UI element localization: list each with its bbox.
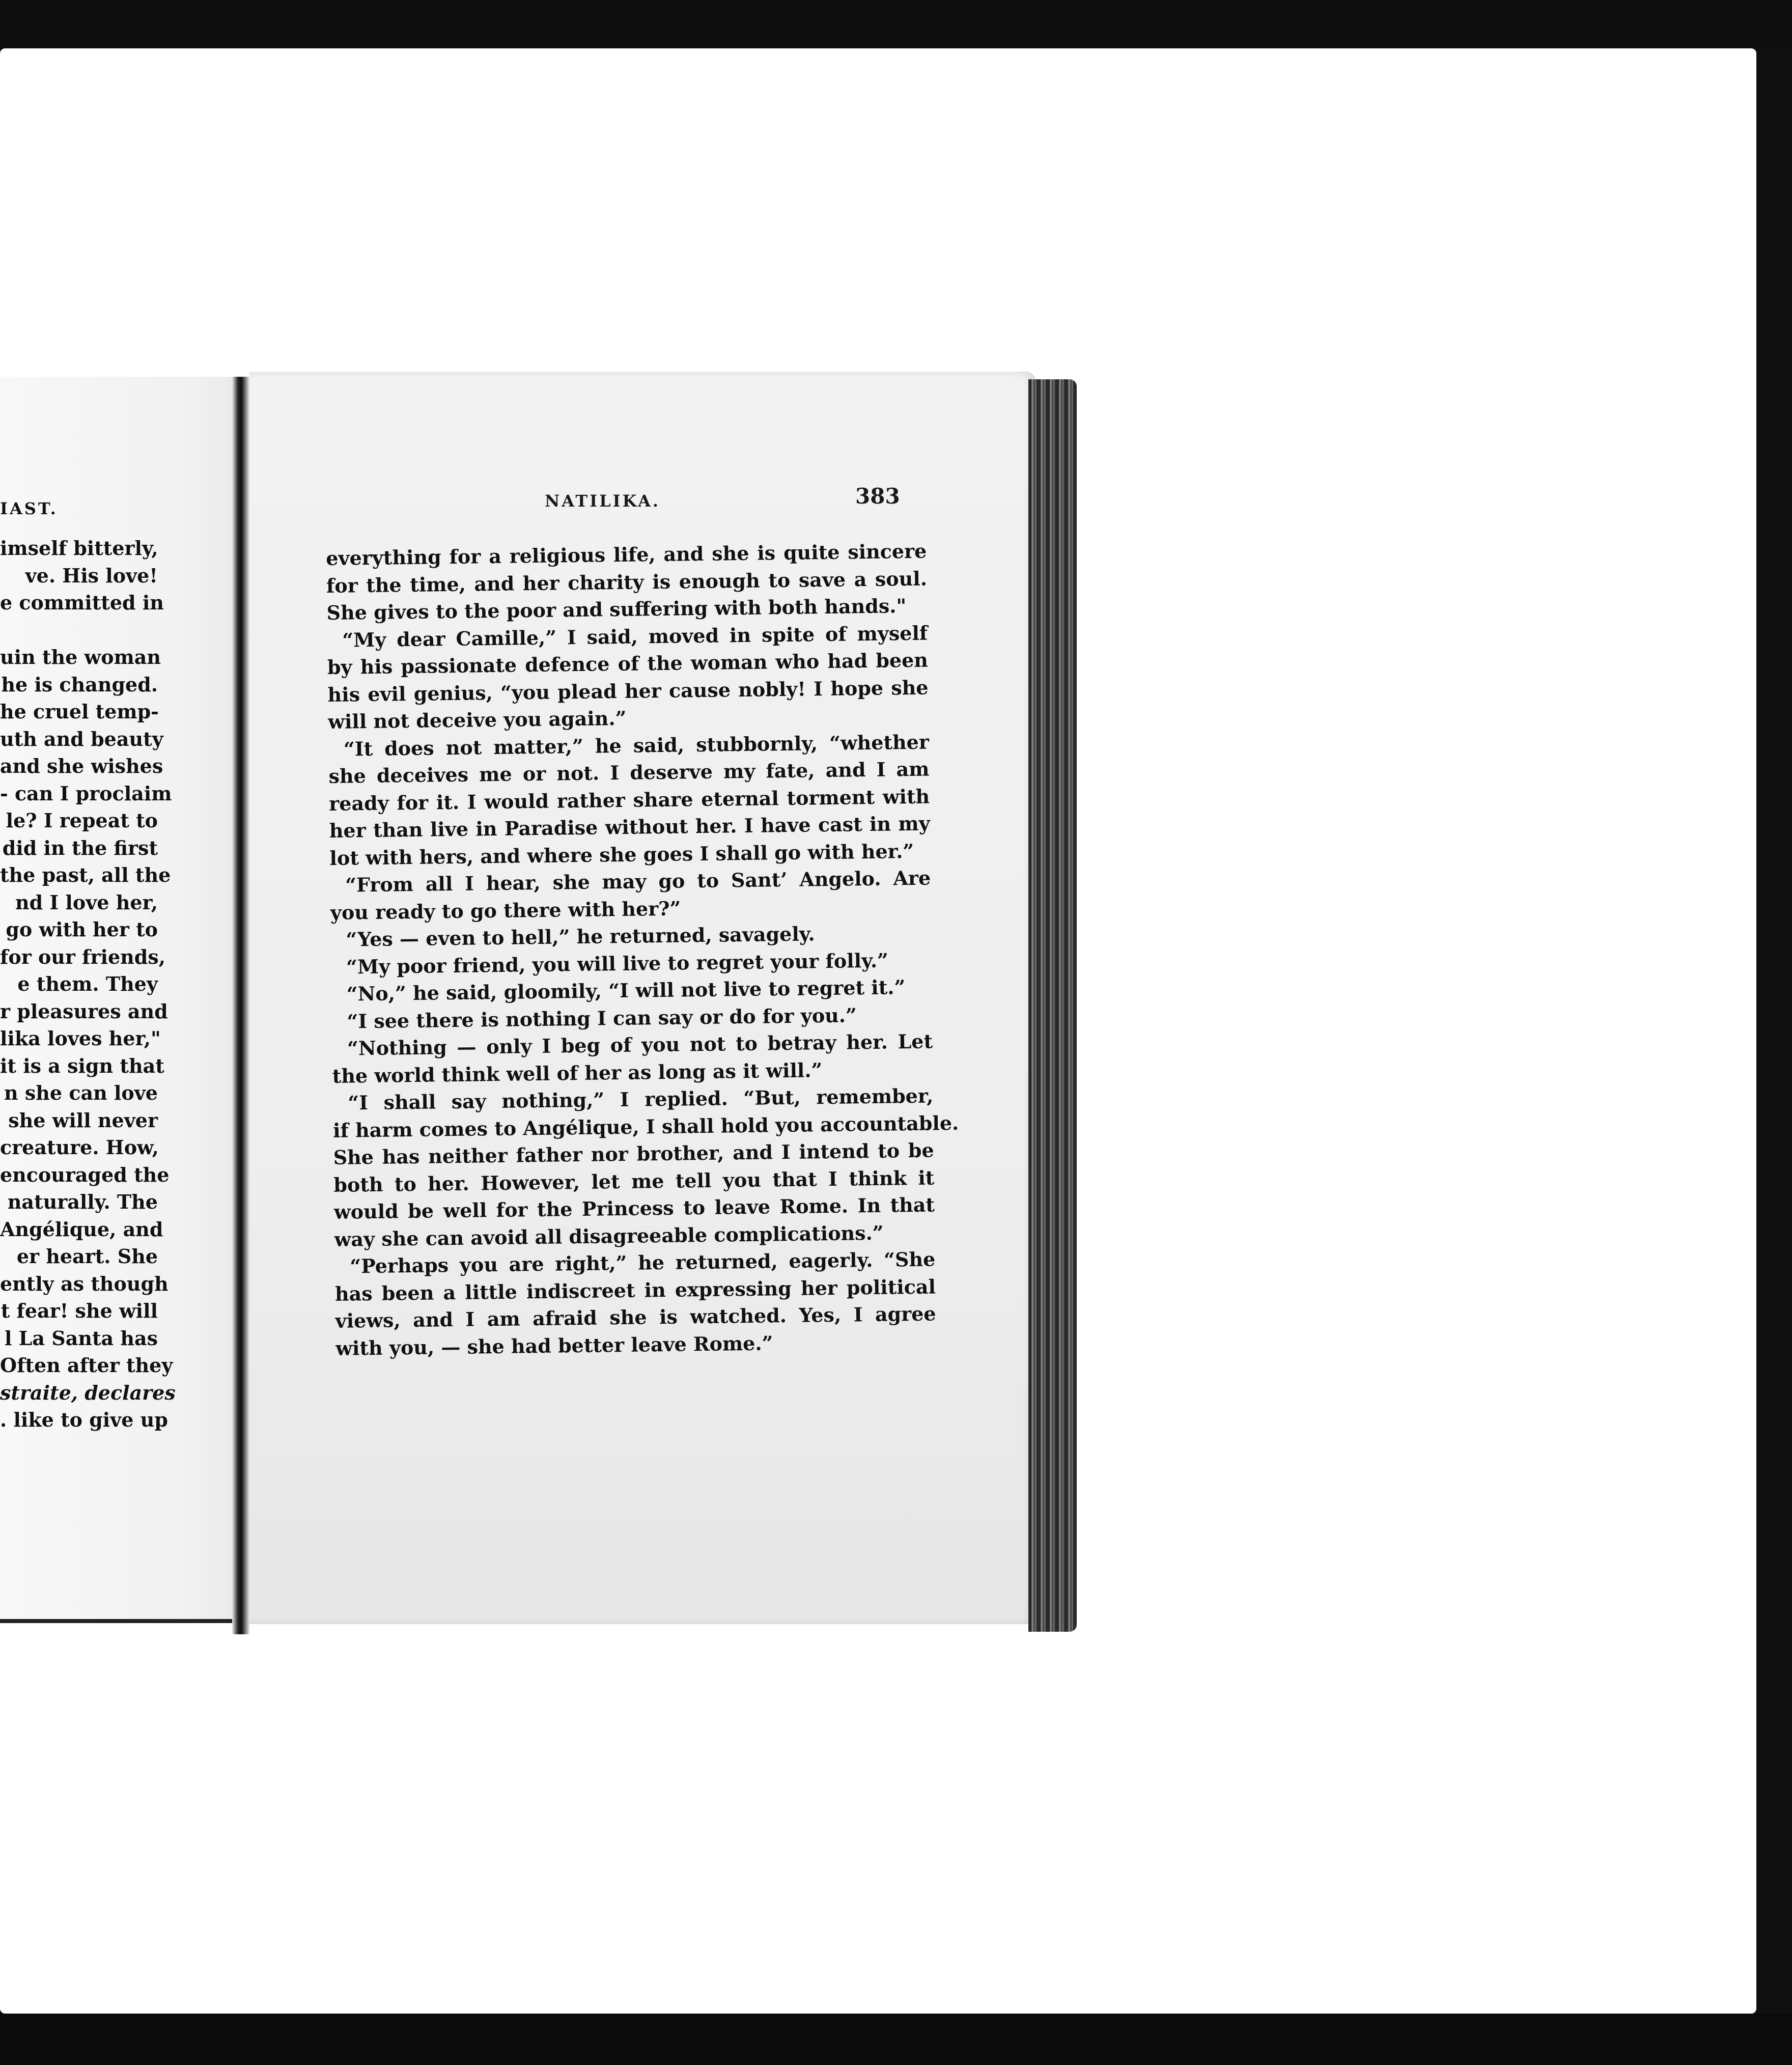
left-page-line: naturally. The [7,1190,158,1213]
body-line: the world think well of her as long as it will.” [332,1058,823,1087]
running-head: NATILIKA. [545,491,661,511]
body-line: everything for a religious life, and she is quite sincere [326,539,927,570]
left-page-line: did in the first [2,836,158,859]
body-line: She gives to the poor and suffering with both hands." [326,594,907,624]
body-line: “My dear Camille,” I said, moved in spite of myself [342,621,928,652]
body-line: “Nothing — only I beg of you not to betray her. Let [347,1029,933,1060]
page-number: 383 [855,484,900,509]
body-line: “My poor friend, you will live to regret your folly.” [346,948,889,979]
left-page-line: . like to give up [0,1408,168,1431]
left-page-line: imself bitterly, [0,537,158,560]
left-page-line: encouraged the [0,1163,170,1186]
left-page-line: r pleasures and [0,999,168,1023]
body-line: if harm comes to Angélique, I shall hold you accountable. [332,1111,959,1142]
body-line: “Yes — even to hell,” he returned, savagely. [346,922,815,951]
left-running-head: IAST. [0,499,58,518]
body-line: views, and I am afraid she is watched. Yes, I agree [335,1302,936,1332]
body-line: both to her. However, let me tell you that I think it [333,1165,935,1196]
body-line: way she can avoid all disagreeable complications.” [334,1221,884,1251]
book-gutter [232,377,249,1634]
left-page-line: uth and beauty [0,727,163,750]
left-page-line: for our friends, [0,945,165,968]
left-page-line: she will never [8,1108,158,1132]
body-line: “I see there is nothing I can say or do for you.” [347,1003,857,1033]
left-page-line: l La Santa has [5,1326,158,1350]
left-page-line: ve. His love! [25,564,158,587]
body-line: She has neither father nor brother, and I intend to be [333,1138,934,1169]
left-page-line: he is changed. [1,673,158,696]
left-page-line: t fear! she will [1,1299,158,1322]
body-line: “From all I hear, she may go to Sant’ Angelo. Are [345,866,931,897]
body-line: “It does not matter,” he said, stubbornly, “whether [343,730,930,761]
left-page-line: Often after they [0,1354,173,1377]
body-line: would be well for the Princess to leave Rome. In that [333,1193,935,1223]
body-line: has been a little indiscreet in expressing her political [334,1274,936,1305]
left-page-line [0,617,158,644]
scan-border-bottom [0,2014,1792,2065]
left-page-text [0,535,176,1434]
left-page-line: er heart. She [16,1245,158,1268]
body-line: with you, — she had better leave Rome.” [335,1331,773,1360]
body-line: “Perhaps you are right,” he returned, eagerly. “She [350,1247,936,1278]
body-line: by his passionate defence of the woman who had been [327,648,929,679]
left-page-line: ently as though [0,1272,169,1295]
left-page [0,377,239,1623]
body-line: her than live in Paradise without her. I have cast in my [329,812,931,842]
left-page-line: le? I repeat to [6,809,158,832]
left-page-line: Angélique, and [0,1217,163,1241]
left-page-line: e committed in [0,591,164,614]
open-book [0,351,1089,1655]
left-page-line: it is a sign that [0,1054,164,1077]
left-page-line: straite, declares [0,1381,176,1404]
left-page-line: e them. They [17,972,158,995]
body-line: “I shall say nothing,” I replied. “But, remember, [348,1084,934,1114]
left-page-line: uin the woman [0,646,161,668]
body-line: she deceives me or not. I deserve my fate, and I am [328,757,930,788]
body-line: you ready to go there with her?” [330,897,681,924]
left-page-line: n she can love [4,1081,158,1104]
body-line: will not deceive you again.” [327,706,627,733]
page-edges [1028,379,1077,1632]
body-line: “No,” he said, gloomily, “I will not live to regret it.” [346,975,906,1006]
left-page-line: and she wishes [0,755,163,777]
body-line: ready for it. I would rather share eternal torment with [328,785,930,815]
left-page-line: the past, all the [0,863,171,886]
scan-border-right [1756,48,1792,2014]
left-page-line: go with her to [6,918,158,941]
page-header [249,484,1036,514]
left-page-line: he cruel temp- [0,700,159,723]
body-line: his evil genius, “you plead her cause nobly! I hope she [327,676,929,706]
body-line: lot with hers, and where she goes I shall go with her.” [329,839,914,870]
left-page-line: nd I love her, [15,890,158,914]
scan-border-top [0,0,1792,48]
right-page [249,372,1036,1624]
left-page-line: - can I proclaim [0,782,172,805]
body-line: for the time, and her charity is enough to save a soul. [326,567,928,597]
left-page-line: creature. How, [0,1136,159,1159]
left-page-line: lika loves her," [0,1027,161,1050]
page-body-text [326,538,959,1362]
